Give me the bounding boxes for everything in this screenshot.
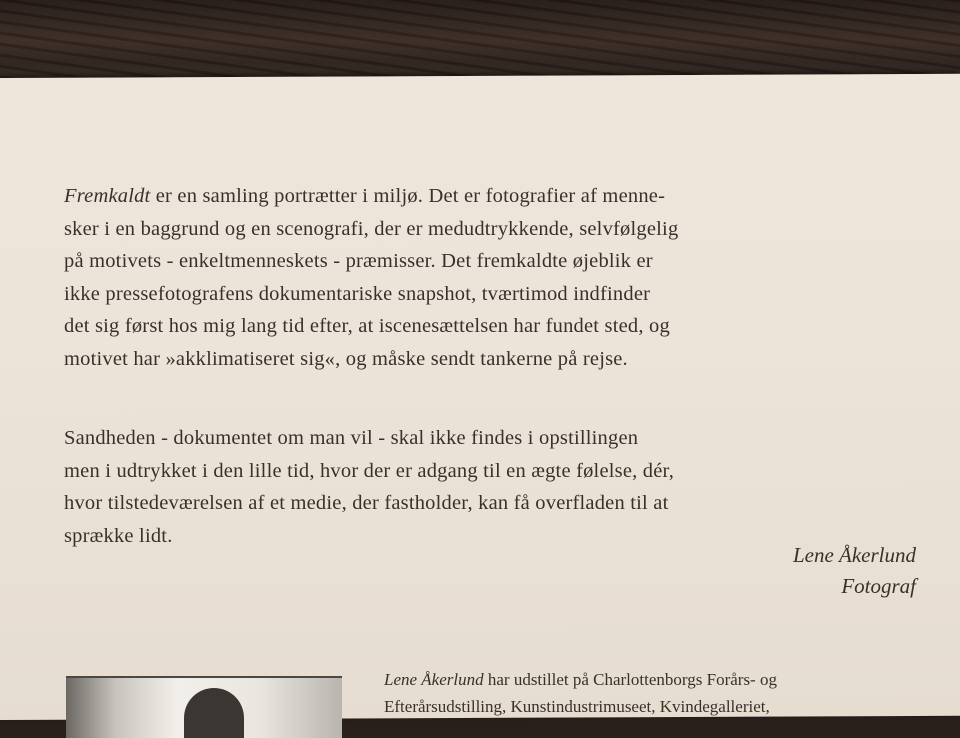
text-line: det sig først hos mig lang tid efter, at iscenesættelsen har fundet sted, og [64,315,670,337]
text-line: sprække lidt. [64,524,173,547]
book-title-italic: Fremkaldt [64,185,151,207]
bio-name-italic: Lene Åkerlund [384,670,484,689]
author-photo [66,676,342,738]
second-paragraph [64,422,914,552]
text-line: men i udtrykket i den lille tid, hvor der er adgang til en ægte følelse, dér, [64,459,675,482]
signature-name: Lene Åkerlund [792,543,916,567]
text-line: hvor tilstedeværelsen af et medie, der fastholder, kan få overfladen til at [64,492,669,514]
text-line: Sandheden - dokumentet om man vil - skal ikke findes i opstillingen [64,427,639,449]
text-line [64,180,914,213]
book-back-cover [0,74,960,720]
signature-title: Fotograf [841,574,916,598]
text-line: ikke pressefotografens dokumentariske snapshot, tværtimod indfinder [64,282,651,305]
author-photo-silhouette [184,688,244,738]
bio-line [384,666,944,693]
text-line: på motivets - enkeltmenneskets - præmisser. Det fremkaldte øjeblik er [64,250,653,272]
bio-line: Efterårsudstilling, Kunstindustrimuseet, Kvindegalleriet, [384,697,770,716]
intro-paragraph [64,180,914,375]
text-line: motivet har »akklimatiseret sig«, og måske sendt tankerne på rejse. [64,347,628,370]
text-fragment: er en samling portrætter i miljø. Det er fotografier af menne- [150,185,666,207]
text-line: sker i en baggrund og en scenografi, der er medudtrykkende, selvfølgelig [64,217,679,240]
author-bio [384,666,944,720]
bio-fragment: har udstillet på Charlottenborgs Forårs- og [483,670,777,689]
